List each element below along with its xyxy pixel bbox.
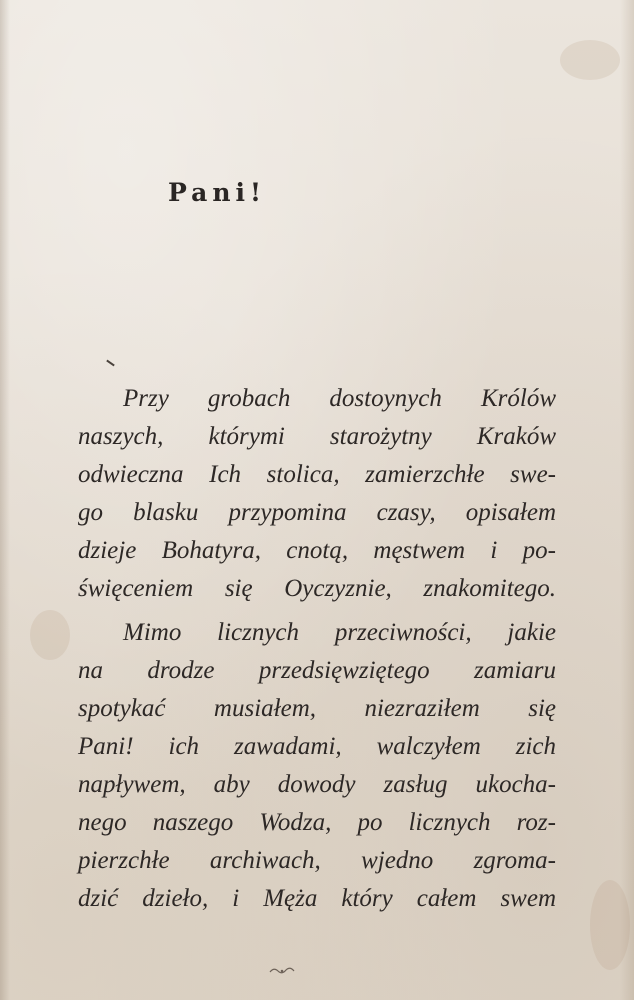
text-line: Przy grobach dostoynych Królów (123, 385, 556, 412)
text-line: Pani! ich zawadami, walczyłem zich (78, 733, 556, 760)
text-line: na drodze przedsięwziętego zamiaru (78, 657, 556, 684)
text-line: Mimo licznych przeciwności, jakie (123, 619, 556, 646)
text-line: święceniem się Oyczyznie, znakomitego. (78, 575, 556, 602)
paragraph-2 (78, 614, 556, 918)
paper-stain (590, 880, 630, 970)
paper-stain (30, 610, 70, 660)
text-line: napływem, aby dowody zasług ukocha- (78, 771, 556, 798)
text-line: dzić dzieło, i Męża który całem swem (78, 885, 556, 912)
body-text (78, 380, 556, 918)
text-line: nego naszego Wodza, po licznych roz- (78, 809, 556, 836)
text-line: pierzchłe archiwach, wjedno zgroma- (78, 847, 556, 874)
text-line: spotykać musiałem, niezraziłem się (78, 695, 556, 722)
text-line: dzieje Bohatyra, cnotą, męstwem i po- (78, 537, 556, 564)
ink-mark (106, 360, 115, 367)
paragraph-1 (78, 380, 556, 608)
text-line: go blasku przypomina czasy, opisałem (78, 499, 556, 526)
page-heading: Pani! (168, 178, 266, 207)
text-line: naszych, którymi starożytny Kraków (78, 423, 556, 450)
ornament-icon (268, 966, 296, 976)
text-line: odwieczna Ich stolica, zamierzchłe swe- (78, 461, 556, 488)
paper-stain (560, 40, 620, 80)
